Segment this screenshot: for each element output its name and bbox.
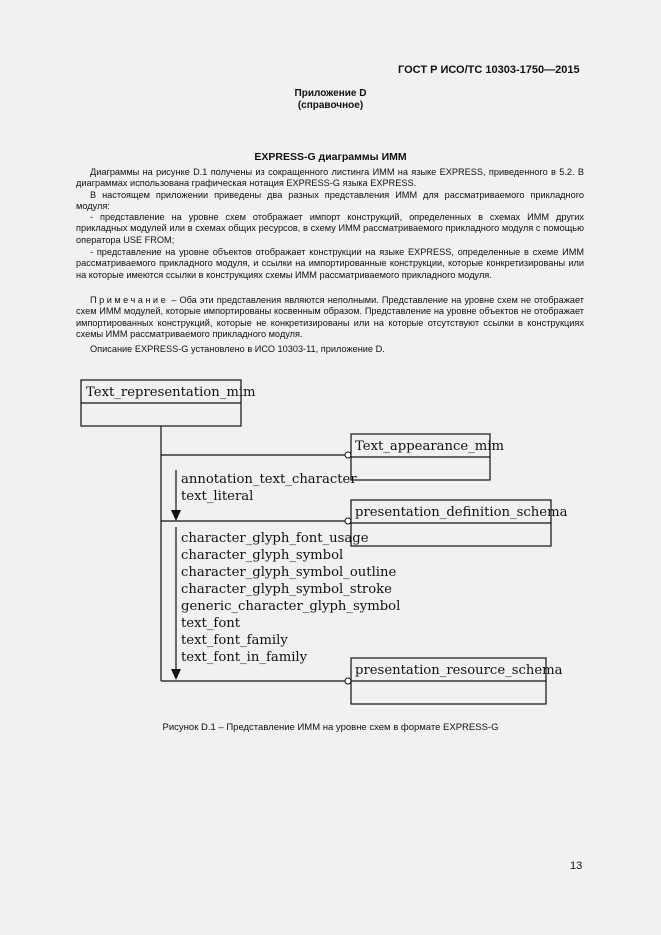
schema-label-3: presentation_resource_schema — [355, 663, 563, 678]
main-schema-label: Text_representation_mim — [86, 385, 256, 400]
document-header: ГОСТ Р ИСО/ТС 10303-1750—2015 — [398, 64, 580, 76]
import-group-1 — [171, 470, 357, 521]
import-item: character_glyph_symbol — [181, 548, 344, 563]
schema-box-presentation-resource — [351, 658, 563, 704]
schema-label-2: presentation_definition_schema — [355, 505, 568, 520]
import-item: text_font_in_family — [181, 650, 308, 665]
annex-subtitle: (справочное) — [297, 100, 364, 111]
paragraph-5: Описание EXPRESS-G установлено в ИСО 10303-11, приложение D. — [90, 344, 385, 354]
import-item: text_font_family — [181, 633, 288, 648]
note-dash: – — [171, 295, 177, 305]
import-item: text_literal — [181, 489, 254, 504]
figure-caption: Рисунок D.1 – Представление ИММ на уровне схем в формате EXPRESS-G — [162, 722, 499, 733]
import-item: character_glyph_symbol_stroke — [181, 582, 392, 597]
import-item: generic_character_glyph_symbol — [181, 599, 401, 614]
annex-title: Приложение D — [294, 88, 367, 99]
paragraph-1: Диаграммы на рисунке D.1 получены из сокращенного листинга ИММ на языке EXPRESS, приведенного в 5.2. В диаграммах использована графическая нотация EXPRESS-G языка EXPRESS. — [76, 167, 584, 189]
page-number: 13 — [570, 860, 583, 872]
import-item: text_font — [181, 616, 241, 631]
note-text: Оба эти представления являются неполными. Представление на уровне схем не отображает схем ИММ модулей, которые импортированы косвенным образом. Представление на уровне объектов не отображает импортированных конструкций, которые не конкретизированы или на которые отсутствуют ссылки в конструкциях схемы ИММ рассматриваемого прикладного модуля. — [76, 295, 584, 339]
import-group-2 — [171, 527, 400, 680]
section-title: EXPRESS-G диаграммы ИММ — [254, 151, 407, 163]
schema-label-1: Text_appearance_mim — [355, 439, 504, 454]
import-item: character_glyph_symbol_outline — [181, 565, 397, 580]
relationship-1 — [161, 452, 351, 458]
paragraph-2: В настоящем приложении приведены два разных представления ИММ для рассматриваемого прикладного модуля: — [76, 190, 584, 212]
relationship-2 — [161, 518, 351, 524]
paragraph-4: - представление на уровне объектов отображает конструкции на языке EXPRESS, определенные в схеме ИММ рассматриваемого прикладного модуля, и ссылки на импортированные конструкции, которые конкретизированы или на которые имеются ссылки в конструкциях схемы ИММ рассматриваемого прикладного модуля. — [76, 247, 584, 280]
schema-box-main — [81, 380, 256, 426]
import-item: character_glyph_font_usage — [181, 531, 369, 546]
schema-box-presentation-definition — [351, 500, 568, 546]
import-item: annotation_text_character — [181, 472, 357, 487]
schema-box-text-appearance — [351, 434, 504, 480]
note-label: Примечание — [90, 295, 169, 305]
paragraph-3: - представление на уровне схем отображает импорт конструкций, определенных в схемах ИММ других прикладных модулей или в схемах общих ресурсов, в схему ИММ рассматриваемого прикладного модуля с помощью оператора USE FROM; — [76, 212, 584, 245]
relationship-3 — [161, 678, 351, 684]
